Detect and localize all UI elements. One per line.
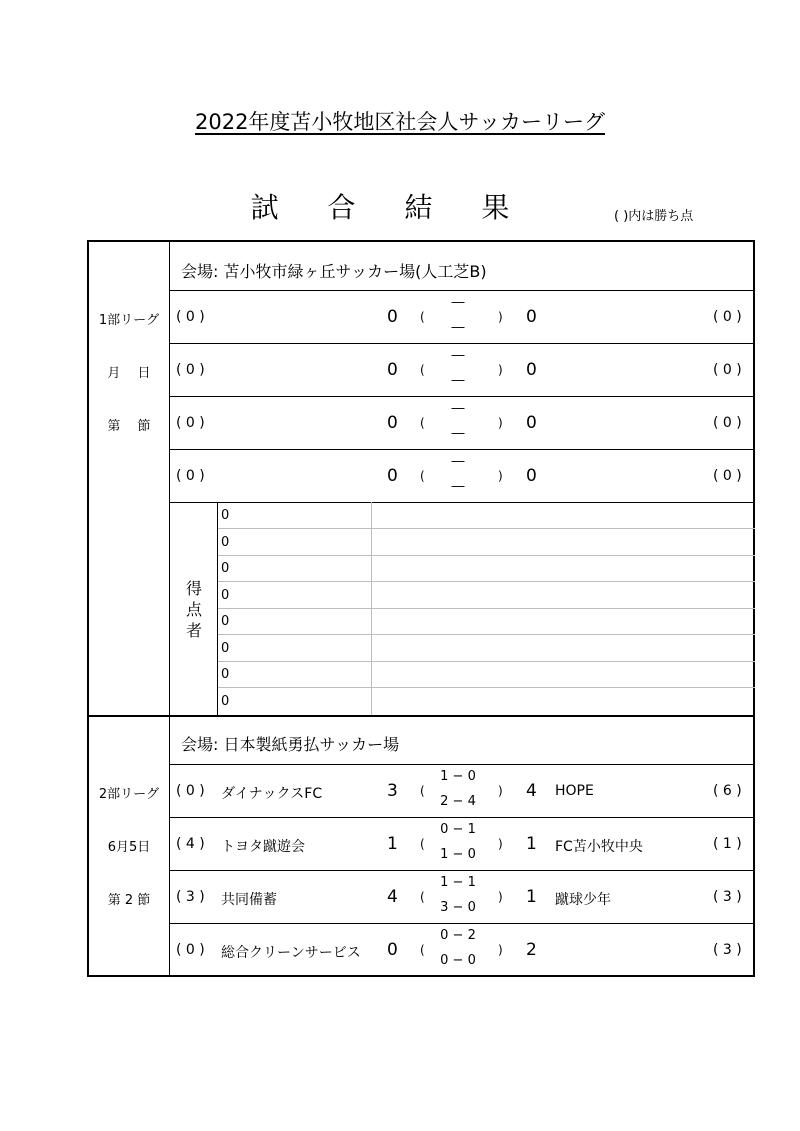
first-half-score: ― [451, 401, 465, 416]
scorer-entry: 0 [221, 614, 230, 629]
left-team-score: 1 [387, 834, 398, 854]
match-row [170, 291, 755, 344]
right-team-score: 0 [526, 466, 537, 486]
section2-round: 第 2 節 [107, 893, 151, 908]
second-half-score: ― [451, 426, 465, 441]
left-team-name: トヨタ蹴遊会 [221, 839, 305, 855]
left-team-points: ( 0 ) [176, 942, 205, 958]
right-team-name: 蹴球少年 [555, 892, 611, 908]
paren-close: ) [498, 363, 503, 377]
paren-close: ) [498, 890, 503, 904]
left-team-points: ( 4 ) [176, 836, 205, 852]
first-half-score: 1 − 1 [440, 875, 476, 890]
section1-division: 1部リーグ [98, 313, 160, 328]
paren-close: ) [498, 837, 503, 851]
scorers-label: 得 点 者 [185, 579, 202, 640]
second-half-score: ― [451, 479, 465, 494]
section2-date: 6月5日 [107, 840, 151, 855]
left-team-score: 0 [387, 413, 398, 433]
section1-round: 第 節 [107, 419, 151, 434]
scorer-entry: 0 [221, 587, 230, 603]
right-team-points: ( 0 ) [713, 362, 742, 378]
match-row [170, 765, 755, 818]
paren-open: ( [420, 837, 425, 851]
paren-open: ( [420, 310, 425, 324]
first-half-score: 1 − 0 [440, 769, 476, 784]
first-half-score: ― [451, 454, 465, 469]
right-team-points: ( 1 ) [713, 836, 742, 852]
right-team-score: 0 [526, 413, 537, 433]
second-half-score: 2 − 4 [440, 794, 476, 809]
right-team-score: 0 [526, 307, 537, 327]
paren-open: ( [420, 784, 425, 798]
second-half-score: ― [451, 373, 465, 388]
left-team-points: ( 0 ) [176, 415, 205, 431]
left-team-score: 0 [387, 466, 398, 486]
first-half-score: ― [451, 348, 465, 363]
left-team-name: 共同備蓄 [221, 892, 277, 908]
left-team-score: 4 [387, 887, 398, 907]
scorer-entry: 0 [221, 667, 230, 682]
left-team-name: 総合クリーンサービス [221, 945, 361, 961]
left-team-points: ( 0 ) [176, 362, 205, 378]
left-team-score: 0 [387, 307, 398, 327]
left-team-points: ( 3 ) [176, 889, 205, 905]
scorer-entry: 0 [221, 508, 230, 523]
left-team-score: 0 [387, 940, 398, 960]
right-team-points: ( 3 ) [713, 942, 742, 958]
scorer-entry: 0 [221, 640, 230, 656]
paren-open: ( [420, 890, 425, 904]
left-team-name: ダイナックスFC [221, 786, 323, 802]
match-row [170, 818, 755, 871]
match-row [170, 871, 755, 924]
right-team-points: ( 0 ) [713, 468, 742, 484]
right-team-score: 1 [526, 834, 537, 854]
left-team-score: 0 [387, 360, 398, 380]
right-team-points: ( 6 ) [713, 783, 742, 799]
right-team-name: HOPE [555, 783, 594, 799]
section1-venue: 会場: 苫小牧市緑ヶ丘サッカー場(人工芝B) [181, 262, 487, 281]
match-row [170, 397, 755, 450]
match-row [170, 924, 755, 977]
scorer-entry: 0 [221, 561, 230, 576]
scorer-entry: 0 [221, 534, 230, 550]
results-heading: 試 合 結 果 [250, 191, 530, 224]
section2-venue: 会場: 日本製紙勇払サッカー場 [181, 735, 400, 754]
right-team-score: 0 [526, 360, 537, 380]
paren-open: ( [420, 416, 425, 430]
match-row [170, 450, 755, 503]
section2-division: 2部リーグ [98, 787, 160, 802]
second-half-score: 3 − 0 [440, 900, 476, 915]
scorer-entry: 0 [221, 693, 230, 709]
first-half-score: ― [451, 295, 465, 310]
right-team-name: FC苫小牧中央 [555, 839, 643, 855]
paren-open: ( [420, 363, 425, 377]
right-team-score: 2 [526, 940, 537, 960]
second-half-score: 0 − 0 [440, 953, 476, 968]
section1-date: 月 日 [107, 366, 151, 381]
paren-close: ) [498, 469, 503, 483]
results-sheet [87, 240, 755, 977]
paren-close: ) [498, 943, 503, 957]
first-half-score: 0 − 2 [440, 928, 476, 943]
right-team-score: 4 [526, 781, 537, 801]
paren-open: ( [420, 943, 425, 957]
second-half-score: 1 − 0 [440, 847, 476, 862]
page-title: 2022年度苫小牧地区社会人サッカーリーグ [194, 110, 606, 134]
paren-close: ) [498, 784, 503, 798]
paren-close: ) [498, 310, 503, 324]
match-row [170, 344, 755, 397]
left-team-score: 3 [387, 781, 398, 801]
right-team-points: ( 0 ) [713, 309, 742, 325]
first-half-score: 0 − 1 [440, 822, 476, 837]
left-team-points: ( 0 ) [176, 468, 205, 484]
points-note: ( )内は勝ち点 [614, 209, 694, 224]
right-team-points: ( 3 ) [713, 889, 742, 905]
right-team-score: 1 [526, 887, 537, 907]
second-half-score: ― [451, 320, 465, 335]
left-team-points: ( 0 ) [176, 309, 205, 325]
right-team-points: ( 0 ) [713, 415, 742, 431]
paren-close: ) [498, 416, 503, 430]
left-team-points: ( 0 ) [176, 783, 205, 799]
paren-open: ( [420, 469, 425, 483]
